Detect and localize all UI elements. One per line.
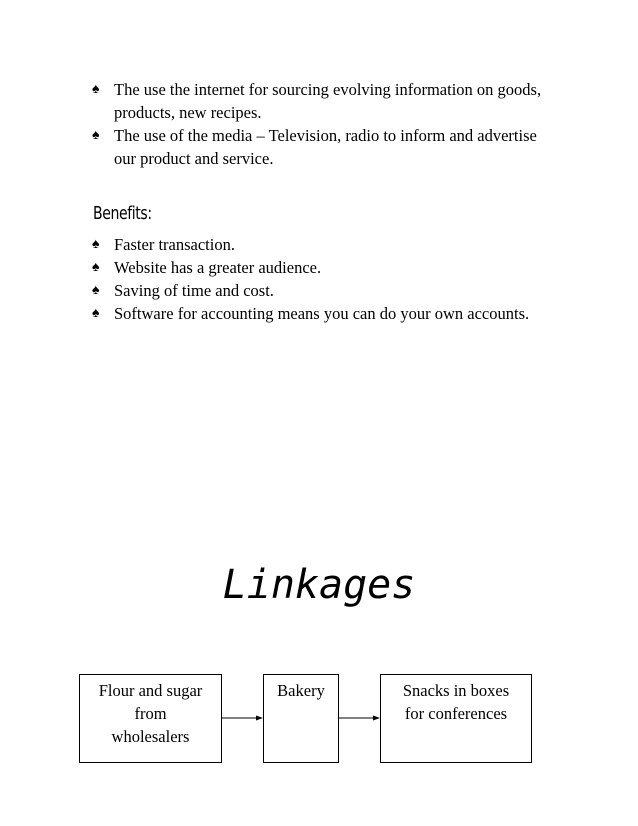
flow-box-line: wholesalers [111,727,190,746]
spade-icon: ♠ [92,237,100,252]
flow-box-output [380,674,532,763]
list-item [92,256,562,279]
flow-box-bakery [263,674,339,763]
linkages-heading: Linkages [222,562,416,608]
list-item-text: The use of the media – Television, radio to inform and advertise our product and service. [114,126,537,168]
list-item [92,124,562,170]
flow-box-line: for conferences [404,704,508,723]
flow-box-suppliers [79,674,222,763]
list-item [92,233,562,256]
list-item-text: The use the internet for sourcing evolving information on goods, products, new recipes. [114,80,542,122]
list-item [92,78,562,124]
list-item [92,279,562,302]
flow-box-line: from [134,704,167,723]
arrow-suppliers-to-bakery [222,716,263,721]
spade-icon: ♠ [92,82,100,97]
media-bullet-list [92,78,562,170]
list-item-text: Saving of time and cost. [114,281,274,300]
flow-box-line: Bakery [277,681,325,700]
list-item-text: Website has a greater audience. [114,258,322,277]
benefits-heading: Benefits: [93,203,152,224]
list-item-text: Software for accounting means you can do your own accounts. [114,304,530,323]
benefits-bullet-list [92,233,562,325]
spade-icon: ♠ [92,260,100,275]
arrow-bakery-to-output [339,716,380,721]
spade-icon: ♠ [92,306,100,321]
flow-box-line: Flour and sugar [98,681,203,700]
spade-icon: ♠ [92,283,100,298]
flow-box-line: Snacks in boxes [402,681,510,700]
list-item-text: Faster transaction. [114,235,235,254]
spade-icon: ♠ [92,128,100,143]
list-item [92,302,562,325]
